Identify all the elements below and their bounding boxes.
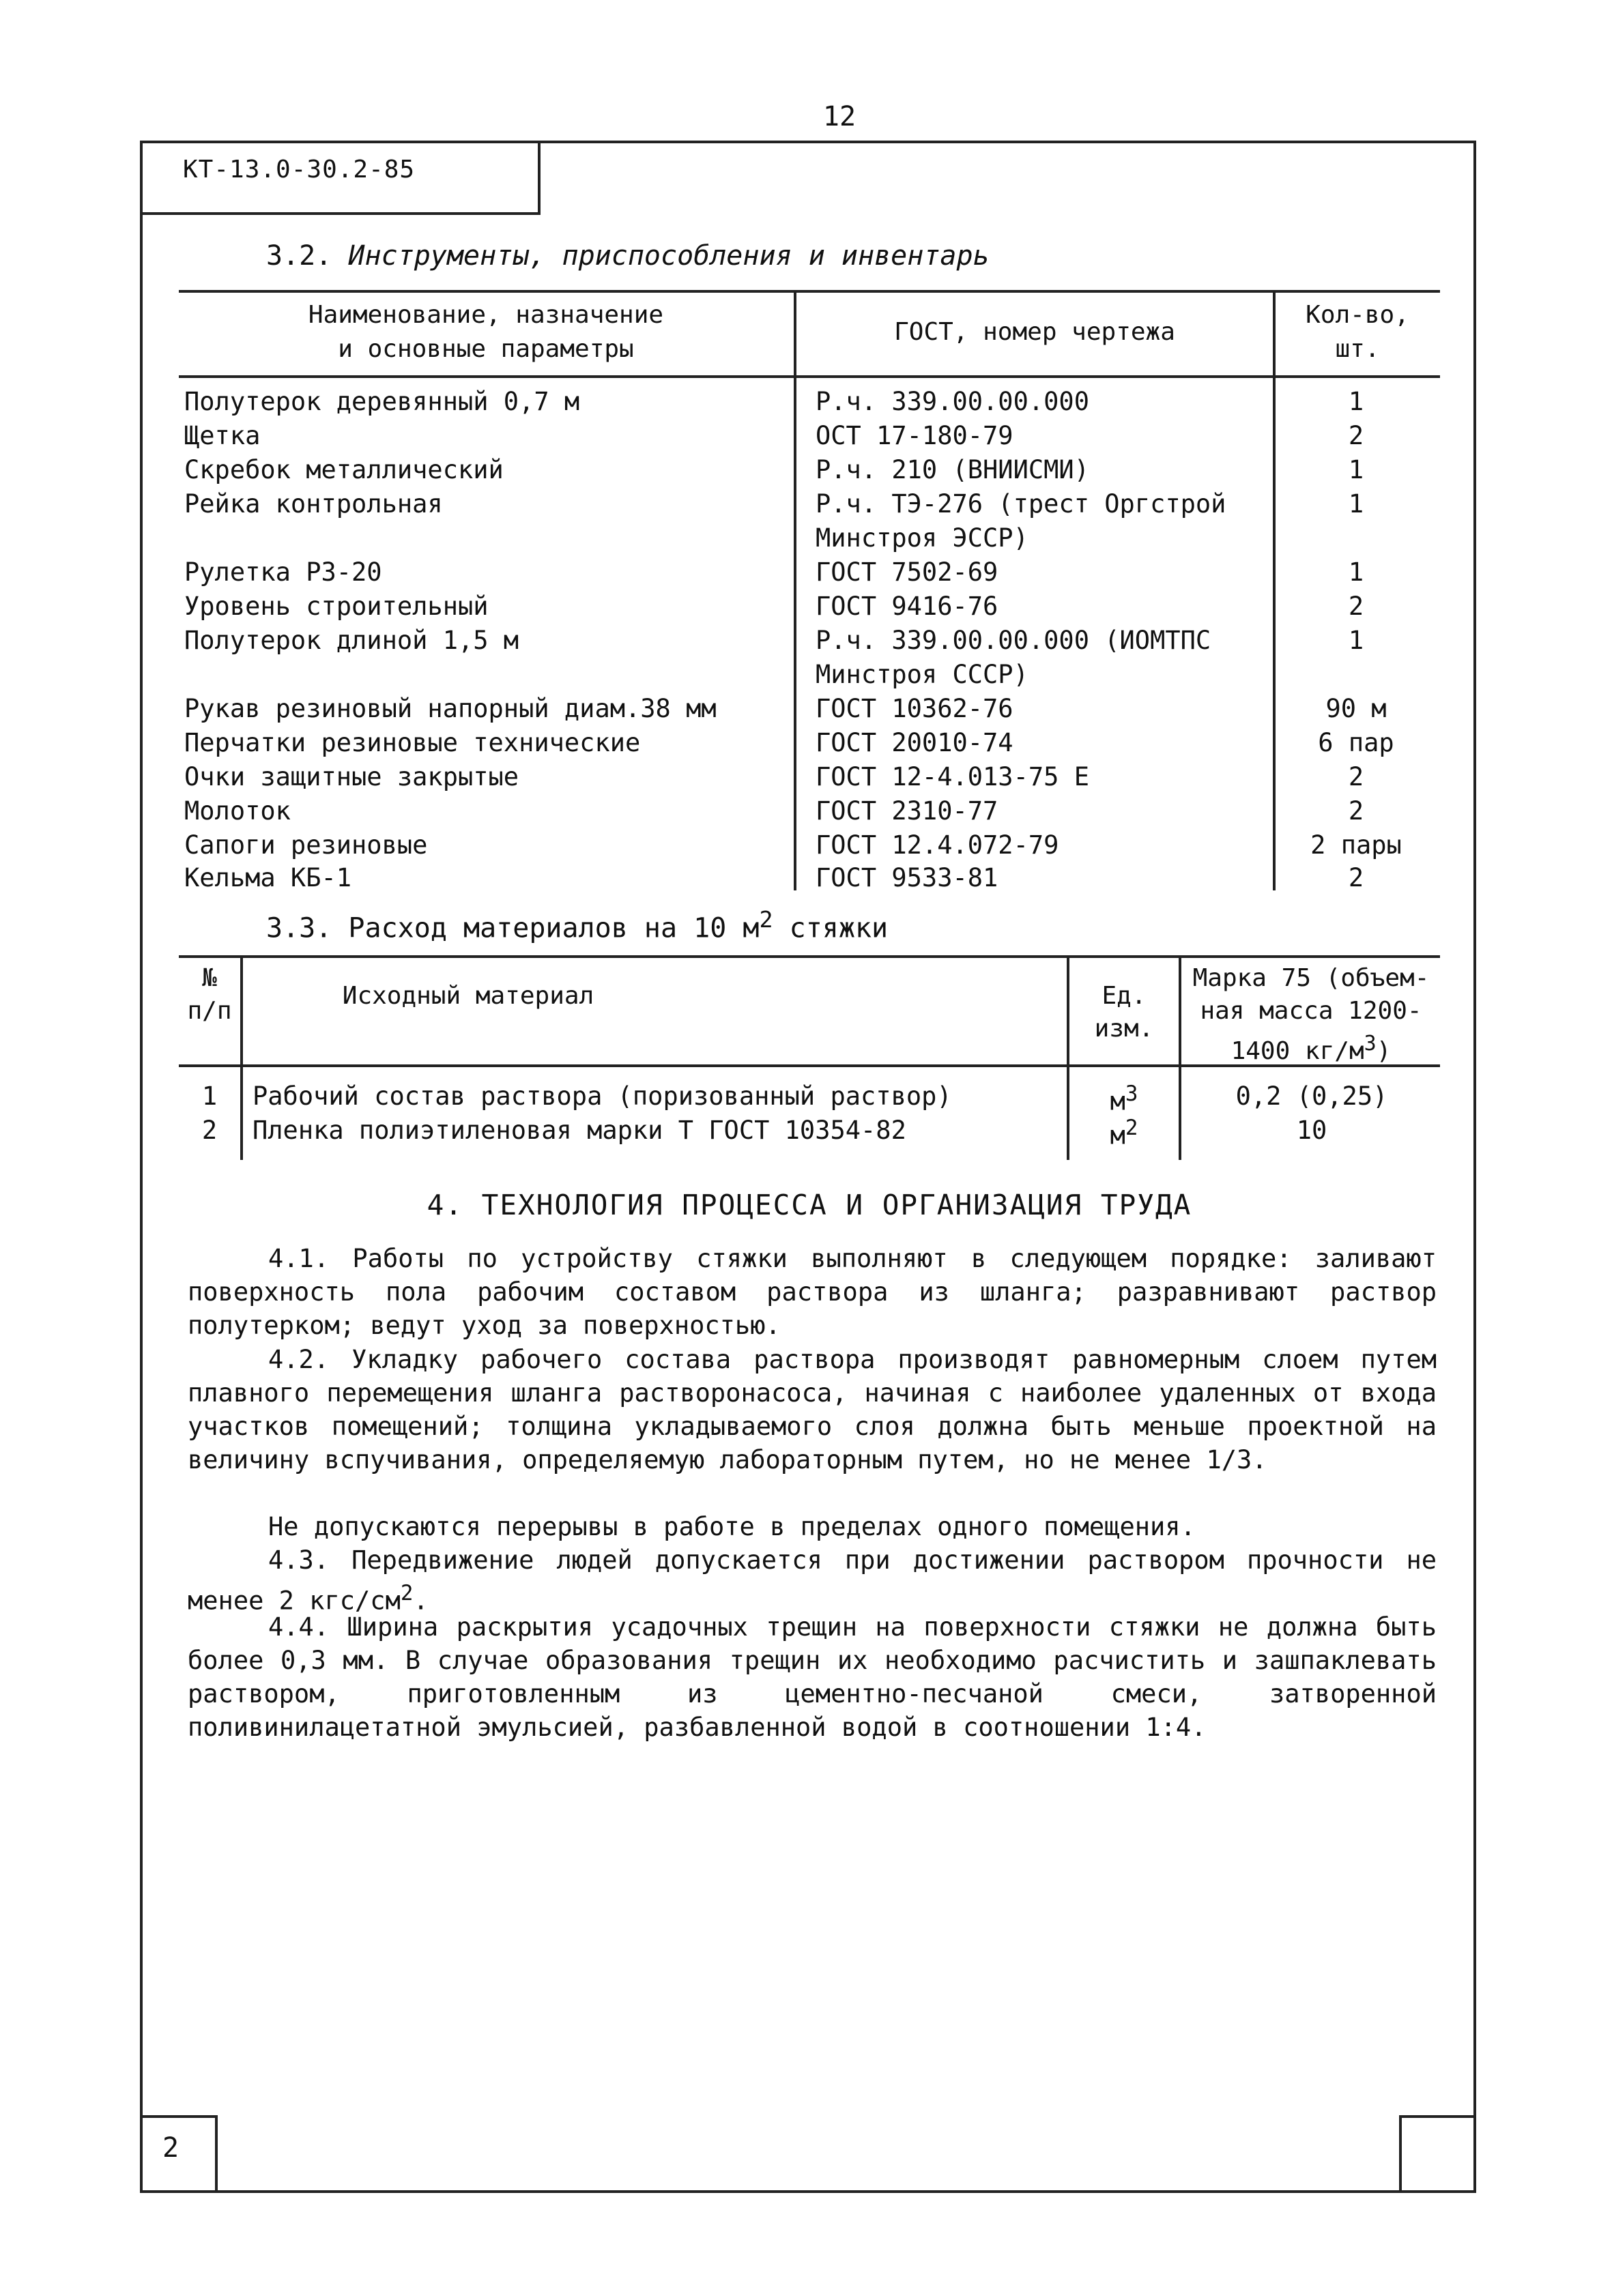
tools-name: Кельма КБ-1 xyxy=(184,863,352,892)
tools-qty: 1 xyxy=(1348,557,1364,587)
materials-no: 1 xyxy=(201,1081,218,1111)
tools-gost: Минстроя СССР) xyxy=(816,660,1028,689)
materials-header-grade xyxy=(1181,962,1441,1068)
tools-row xyxy=(179,455,1440,489)
tools-qty: 2 xyxy=(1348,762,1364,791)
materials-header-grade-tail: ) xyxy=(1376,1037,1392,1065)
tools-name: Молоток xyxy=(184,796,291,826)
tools-gost: Минстроя ЭССР) xyxy=(816,523,1028,553)
paragraph-4-3-sup: 2 xyxy=(400,1581,414,1605)
materials-unit xyxy=(1069,1116,1179,1150)
tools-qty: 2 xyxy=(1348,863,1364,892)
corner-box xyxy=(1399,2115,1473,2190)
section-3-3-title xyxy=(266,906,888,944)
doc-code: КТ-13.0-30.2-85 xyxy=(183,156,416,184)
tools-qty: 1 xyxy=(1348,387,1364,416)
tools-header-name xyxy=(179,298,793,366)
tools-gost: Р.ч. 210 (ВНИИСМИ) xyxy=(816,455,1089,484)
tools-qty: 2 пары xyxy=(1310,830,1402,860)
tools-row xyxy=(179,626,1440,660)
section-3-3-title-sup: 2 xyxy=(759,906,773,933)
tools-row xyxy=(179,694,1440,728)
materials-header-unit-line2: изм. xyxy=(1094,1015,1154,1043)
materials-header-unit xyxy=(1069,980,1179,1045)
tools-gost: ОСТ 17-180-79 xyxy=(816,421,1013,450)
tools-name: Перчатки резиновые технические xyxy=(184,728,641,757)
tools-row xyxy=(179,762,1440,796)
tools-row xyxy=(179,796,1440,830)
tools-row xyxy=(179,387,1440,421)
tools-name: Уровень строительный xyxy=(184,592,489,621)
tools-gost: ГОСТ 20010-74 xyxy=(816,728,1013,757)
tools-gost: ГОСТ 12-4.013-75 Е xyxy=(816,762,1089,791)
tools-name: Рукав резиновый напорный диам.38 мм xyxy=(184,694,717,723)
tools-qty: 1 xyxy=(1348,489,1364,519)
tools-name: Скребок металлический xyxy=(184,455,504,484)
tools-name: Рейка контрольная xyxy=(184,489,443,519)
tools-qty: 90 м xyxy=(1325,694,1387,723)
tools-name: Полутерок деревянный 0,7 м xyxy=(184,387,580,416)
tools-name: Сапоги резиновые xyxy=(184,830,428,860)
materials-unit-sup: 2 xyxy=(1125,1116,1138,1140)
tools-header-qty-line1: Кол-во, xyxy=(1306,301,1409,329)
tools-qty: 1 xyxy=(1348,455,1364,484)
tools-qty: 2 xyxy=(1348,592,1364,621)
section-3-3-title-text: 3.3. Расход материалов на 10 м xyxy=(266,912,760,944)
materials-row xyxy=(179,1081,1440,1116)
tools-row xyxy=(179,863,1440,897)
sheet-number: 2 xyxy=(162,2132,179,2164)
materials-name: Пленка полиэтиленовая марки Т ГОСТ 10354-82 xyxy=(253,1116,906,1145)
materials-header-no-line1: № xyxy=(202,964,217,992)
paragraph-4-3 xyxy=(188,1543,1437,1617)
materials-value: 0,2 (0,25) xyxy=(1235,1081,1388,1111)
section-3-2-title xyxy=(266,240,990,272)
page-number: 12 xyxy=(822,101,857,132)
tools-row xyxy=(179,660,1440,694)
materials-header-grade-line2: ная масса 1200- xyxy=(1200,997,1422,1025)
tools-name: Полутерок длиной 1,5 м xyxy=(184,626,519,655)
materials-unit-text: м xyxy=(1110,1086,1125,1116)
materials-header-grade-line1: Марка 75 (объем- xyxy=(1192,964,1430,992)
materials-table-top-rule xyxy=(179,955,1440,958)
section-4-heading: 4. ТЕХНОЛОГИЯ ПРОЦЕССА И ОРГАНИЗАЦИЯ ТРУДА xyxy=(427,1189,1192,1221)
tools-qty: 2 xyxy=(1348,796,1364,826)
tools-header-name-line1: Наименование, назначение xyxy=(308,301,664,329)
materials-unit xyxy=(1069,1081,1179,1116)
tools-qty: 1 xyxy=(1348,626,1364,655)
materials-row xyxy=(179,1116,1440,1150)
tools-header-gost: ГОСТ, номер чертежа xyxy=(894,318,1175,346)
materials-unit-text: м xyxy=(1110,1120,1125,1150)
paragraph-4-3-tail: . xyxy=(413,1586,429,1616)
tools-qty: 2 xyxy=(1348,421,1364,450)
tools-qty: 6 пар xyxy=(1318,728,1394,757)
tools-gost: Р.ч. 339.00.00.000 (ИОМТПС xyxy=(816,626,1211,655)
materials-no: 2 xyxy=(201,1116,218,1145)
paragraph-4-4: 4.4. Ширина раскрытия усадочных трещин на поверхности стяжки не должна быть более 0,3 мм. В случае образования трещин их необходимо расчистить и зашпаклевать раствором, приготовленным из цементно-песчаной смеси, затворенной поливинилацетатной эмульсией, разбавленной водой в соотношении 1:4. xyxy=(188,1612,1437,1742)
tools-header-qty-line2: шт. xyxy=(1335,335,1380,363)
tools-row xyxy=(179,592,1440,626)
tools-row xyxy=(179,489,1440,523)
section-3-2-number: 3.2. xyxy=(266,240,332,272)
paragraph-4-3-text: 4.3. Передвижение людей допускается при достижении раствором прочности не менее 2 кгс/см xyxy=(188,1545,1437,1616)
tools-row xyxy=(179,421,1440,455)
materials-header-material: Исходный материал xyxy=(342,982,594,1010)
paragraph-4-2: 4.2. Укладку рабочего состава раствора производят равномерным слоем путем плавного перемещения шланга растворонасоса, начиная с наиболее удаленных от входа участков помещений; толщина укладываемого слоя должна быть меньше проектной на величину вспучивания, определяемую лабораторным путем, но не менее 1/3. xyxy=(188,1345,1437,1474)
tools-gost: ГОСТ 9416-76 xyxy=(816,592,998,621)
tools-name: Рулетка РЗ-20 xyxy=(184,557,382,587)
tools-gost: ГОСТ 2310-77 xyxy=(816,796,998,826)
materials-header-no-line2: п/п xyxy=(187,997,232,1025)
paragraph-note: Не допускаются перерывы в работе в пределах одного помещения. xyxy=(268,1512,1196,1541)
paragraph-4-1: 4.1. Работы по устройству стяжки выполняют в следующем порядке: заливают поверхность пола рабочим составом раствора из шланга; разравнивают раствор полутерком; ведут уход за поверхностью. xyxy=(188,1244,1437,1340)
tools-gost: Р.ч. ТЭ-276 (трест Оргстрой xyxy=(816,489,1226,519)
tools-gost: ГОСТ 12.4.072-79 xyxy=(816,830,1059,860)
materials-header-grade-sup: 3 xyxy=(1364,1032,1377,1056)
tools-header-qty xyxy=(1276,298,1439,366)
materials-header-grade-line3 xyxy=(1181,1028,1441,1068)
tools-gost: Р.ч. 339.00.00.000 xyxy=(816,387,1089,416)
materials-unit-sup: 3 xyxy=(1125,1081,1138,1106)
section-3-2-text: Инструменты, приспособления и инвентарь xyxy=(348,240,990,272)
materials-header-no xyxy=(179,962,240,1028)
tools-name: Очки защитные закрытые xyxy=(184,762,519,791)
tools-gost: ГОСТ 10362-76 xyxy=(816,694,1013,723)
tools-table-header-rule xyxy=(179,375,1440,378)
tools-gost: ГОСТ 9533-81 xyxy=(816,863,998,892)
tools-row xyxy=(179,728,1440,762)
tools-row xyxy=(179,557,1440,592)
tools-header-name-line2: и основные параметры xyxy=(338,335,634,363)
tools-gost: ГОСТ 7502-69 xyxy=(816,557,998,587)
section-3-3-title-tail: стяжки xyxy=(773,912,889,944)
materials-header-grade-line3-text: 1400 кг/м xyxy=(1230,1037,1364,1065)
tools-table-top-rule xyxy=(179,290,1440,293)
materials-name: Рабочий состав раствора (поризованный раствор) xyxy=(253,1081,952,1111)
tools-name: Щетка xyxy=(184,421,261,450)
materials-header-unit-line1: Ед. xyxy=(1102,982,1147,1010)
materials-value: 10 xyxy=(1296,1116,1327,1145)
tools-row xyxy=(179,523,1440,557)
tools-row xyxy=(179,830,1440,864)
